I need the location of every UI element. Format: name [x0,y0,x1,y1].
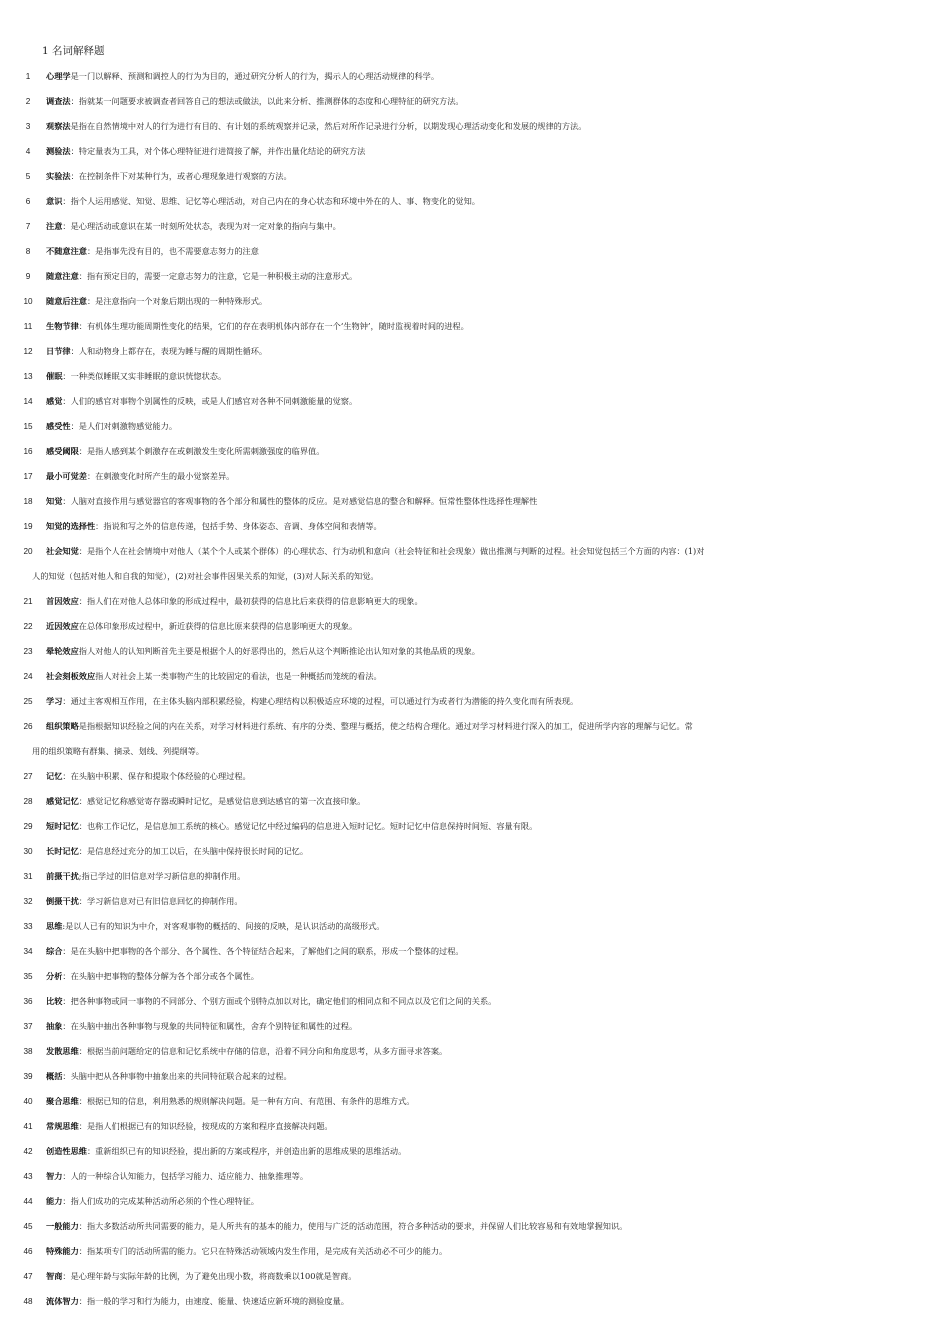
definition-line [0,89,950,114]
item-number: 46 [23,1247,33,1256]
item-number: 33 [23,922,33,931]
item-number: 37 [23,1022,33,1031]
item-number: 28 [23,797,33,806]
definition-line [0,464,950,489]
item-number: 3 [25,122,31,131]
term: 抽象 [46,1021,63,1031]
definition-item [0,939,950,964]
definition-text: ：是指事先没有目的，也不需要意志努力的注意 [86,246,259,256]
definition-line [0,1089,950,1114]
definition-line [0,764,950,789]
definition-line [0,214,950,239]
item-number: 14 [23,397,33,406]
item-number: 45 [23,1222,33,1231]
item-number: 29 [23,822,33,831]
definition-text: ：指一般的学习和行为能力，由速度、能量、快速适应新环境的测验度量。 [78,1296,349,1306]
definition-text: ：人和动物身上都存在，表现为睡与醒的周期性循环。 [70,346,268,356]
definition-item [0,114,950,139]
definition-line [0,439,950,464]
definition-line [0,1014,950,1039]
term: 知觉 [46,496,63,506]
definition-line [0,339,950,364]
definition-continuation: 人的知觉（包括对他人和自我的知觉），(2)对社会事件因果关系的知觉，(3)对人际关系的知觉。 [32,571,379,581]
definition-item [0,414,950,439]
definition-text: ：根据已知的信息，利用熟悉的规则解决问题。是一种有方向、有范围、有条件的思维方式。 [78,1096,415,1106]
definition-item [0,814,950,839]
definition-line [0,314,950,339]
definition-text: 在总体印象形成过程中，新近获得的信息比原来获得的信息影响更大的现象。 [78,621,358,631]
definition-item [0,489,950,514]
definition-item [0,139,950,164]
item-number: 7 [25,222,31,231]
definition-text: ：感觉记忆称感觉寄存器或瞬时记忆，是感觉信息到达感官的第一次直接印象。 [78,796,366,806]
definition-text: ：根据当前问题给定的信息和记忆系统中存储的信息，沿着不同分向和角度思考，从多方面寻求答案。 [78,1046,448,1056]
definition-line [0,789,950,814]
term: 分析 [46,971,63,981]
definition-text: ：指说和写之外的信息传递，包括手势、身体姿态、音调、身体空间和表情等。 [95,521,382,531]
definition-item [0,589,950,614]
item-number: 39 [23,1072,33,1081]
term: 观察法 [46,121,71,131]
definition-line [0,414,950,439]
item-number: 44 [23,1197,33,1206]
definition-item [0,214,950,239]
item-number: 12 [23,347,33,356]
definition-item [0,1039,950,1064]
definition-text: ：通过主客观相互作用，在主体头脑内部积累经验，构建心理结构以积极适应环境的过程，可以通过行为或者行为潜能的持久变化而有所表现。 [62,696,579,706]
definition-text: ：指某项专门的活动所需的能力。它只在特殊活动领域内发生作用，是完成有关活动必不可少的能力。 [78,1246,448,1256]
item-number: 23 [23,647,33,656]
term: 感受阈限 [46,446,79,456]
item-number: 8 [25,247,31,256]
definition-line [0,139,950,164]
item-number: 24 [23,672,33,681]
term: 比较 [46,996,63,1006]
definition-text: ：是指人感到某个刺激存在或刺激发生变化所需刺激强度的临界值。 [78,446,325,456]
term: 创造性思维 [46,1146,87,1156]
item-number: 22 [23,622,33,631]
definition-text: ;指已学过的旧信息对学习新信息的抑制作用。 [78,871,246,881]
definition-text: ：把各种事物或同一事物的不同部分、个别方面或个别特点加以对比，确定他们的相同点和不同点以及它们之间的关系。 [62,996,497,1006]
item-number: 47 [23,1272,33,1281]
term: 长时记忆 [46,846,79,856]
definition-continuation: 用的组织策略有群集、摘录、划线、列提纲等。 [32,746,204,756]
item-number: 43 [23,1172,33,1181]
term: 社会知觉 [46,546,79,556]
item-number: 32 [23,897,33,906]
term: 智力 [46,1171,63,1181]
definition-item [0,689,950,714]
definition-line [0,389,950,414]
definition-line [0,1264,950,1289]
item-number: 30 [23,847,33,856]
definition-line [0,1064,950,1089]
item-number: 27 [23,772,33,781]
term: 实验法 [46,171,71,181]
definition-text: ：人们的感官对事物个别属性的反映，或是人们感官对各种不同刺激能量的觉察。 [62,396,358,406]
definition-text: ：指大多数活动所共同需要的能力，是人所共有的基本的能力，使用与广泛的活动范围，符合多种活动的要求，并保留人们比较容易和有效地掌握知识。 [78,1221,628,1231]
definition-text: ：在头脑中积累、保存和提取个体经验的心理过程。 [62,771,251,781]
term: 短时记忆 [46,821,79,831]
definition-text: ：是信息经过充分的加工以后，在头脑中保持很长时间的记忆。 [78,846,309,856]
definition-item [0,89,950,114]
term: 综合 [46,946,63,956]
definition-text: ：人脑对直接作用与感觉器官的客观事物的各个部分和属性的整体的反应。是对感觉信息的整合和解释。恒常性整体性选择性理解性 [62,496,538,506]
definition-line [0,964,950,989]
definition-item [0,1089,950,1114]
definition-line [0,164,950,189]
definition-line [0,64,950,89]
item-number: 34 [23,947,33,956]
term: 注意 [46,221,63,231]
item-number: 2 [25,97,31,106]
definition-item [0,1239,950,1264]
item-number: 31 [23,872,33,881]
term: 最小可觉差 [46,471,87,481]
definition-text: ：学习新信息对已有旧信息回忆的抑制作用。 [78,896,243,906]
item-number: 5 [25,172,31,181]
definition-item [0,64,950,89]
definition-item [0,1014,950,1039]
definition-text: ：是注意指向一个对象后期出现的一种特殊形式。 [86,296,268,306]
term: 知觉的选择性 [46,521,96,531]
definition-line [0,239,950,264]
definition-text: ：人的一种综合认知能力，包括学习能力、适应能力、抽象推理等。 [62,1171,309,1181]
definition-line [0,914,950,939]
item-number: 4 [25,147,31,156]
definition-text: ：在刺激变化时所产生的最小觉察差异。 [86,471,235,481]
definition-text: ：是指个人在社会情境中对他人（某个个人或某个群体）的心理状态、行为动机和意向（社会特征和社会现象）做出推测与判断的过程。社会知觉包括三个方面的内容：(1)对 [78,546,705,556]
definition-line [0,864,950,889]
definition-line [0,114,950,139]
definition-line [0,814,950,839]
definition-text: ：是人们对刺激物感觉能力。 [70,421,178,431]
term: 流体智力 [46,1296,79,1306]
definition-line [0,589,950,614]
definition-item [0,539,950,589]
term: 日节律 [46,346,71,356]
item-number: 13 [23,372,33,381]
definition-item [0,1214,950,1239]
definition-list [0,64,950,1314]
definition-line [0,364,950,389]
item-number: 20 [23,547,33,556]
definition-item [0,989,950,1014]
definition-item [0,464,950,489]
definition-line [0,1214,950,1239]
term: 组织策略 [46,721,79,731]
term: 社会刻板效应 [46,671,96,681]
definition-text: ：在控制条件下对某种行为，或者心理现象进行观察的方法。 [70,171,292,181]
definition-item [0,289,950,314]
definition-item [0,439,950,464]
definition-line [0,889,950,914]
item-number: 1 [25,72,31,81]
definition-line [0,1289,950,1314]
definition-item [0,789,950,814]
term: 智商 [46,1271,63,1281]
item-number: 36 [23,997,33,1006]
definition-item [0,389,950,414]
term: 聚合思维 [46,1096,79,1106]
definition-item [0,614,950,639]
definition-line [0,664,950,689]
item-number: 42 [23,1147,33,1156]
term: 测验法 [46,146,71,156]
term: 特殊能力 [46,1246,79,1256]
term: 晕轮效应 [46,646,79,656]
definition-line [0,1039,950,1064]
definition-item [0,839,950,864]
definition-item [0,1289,950,1314]
term: 催眠 [46,371,63,381]
term: 概括 [46,1071,63,1081]
definition-item [0,964,950,989]
definition-text: ：在头脑中把事物的整体分解为各个部分或各个属性。 [62,971,259,981]
definition-item [0,164,950,189]
term: 随意后注意 [46,296,87,306]
definition-item [0,914,950,939]
definition-item [0,1064,950,1089]
definition-item [0,364,950,389]
definition-item [0,1189,950,1214]
definition-text: ：是心理活动或意识在某一时刻所处状态，表现为对一定对象的指向与集中。 [62,221,341,231]
term: 近因效应 [46,621,79,631]
definition-text: ：是指人们根据已有的知识经验，按现成的方案和程序直接解决问题。 [78,1121,333,1131]
term: 意识 [46,196,63,206]
term: 不随意注意 [46,246,87,256]
item-number: 26 [23,722,33,731]
term: 思维 [46,921,63,931]
item-number: 25 [23,697,33,706]
item-number: 10 [23,297,33,306]
definition-line [0,989,950,1014]
definition-line [0,1189,950,1214]
definition-line [0,689,950,714]
definition-text: ：在头脑中抽出各种事物与现象的共同特征和属性，舍弃个别特征和属性的过程。 [62,1021,358,1031]
term: 感受性 [46,421,71,431]
definition-line [0,714,950,739]
definition-line [0,514,950,539]
item-number: 35 [23,972,33,981]
term: 一般能力 [46,1221,79,1231]
definition-line [0,1114,950,1139]
term: 发散思维 [46,1046,79,1056]
definition-item [0,239,950,264]
term: 首因效应 [46,596,79,606]
term: 学习 [46,696,63,706]
definition-text: :是以人已有的知识为中介，对客观事物的概括的、间接的反映，是认识活动的高级形式。 [62,921,385,931]
definition-text: ：也称工作记忆，是信息加工系统的核心。感觉记忆中经过编码的信息进入短时记忆。短时记忆中信息保持时间短、容量有限。 [78,821,538,831]
definition-item [0,189,950,214]
term: 调查法 [46,96,71,106]
definition-item [0,514,950,539]
item-number: 6 [25,197,31,206]
definition-text: 是指在自然情境中对人的行为进行有目的、有计划的系统观察并记录，然后对所作记录进行分析，以期发现心理活动变化和发展的规律的方法。 [70,121,587,131]
item-number: 9 [25,272,31,281]
definition-line [0,614,950,639]
item-number: 41 [23,1122,33,1131]
term: 感觉 [46,396,63,406]
definition-line [0,639,950,664]
item-number: 19 [23,522,33,531]
definition-item [0,639,950,664]
definition-text: ：头脑中把从各种事物中抽象出来的共同特征联合起来的过程。 [62,1071,292,1081]
definition-line [0,189,950,214]
definition-item [0,1114,950,1139]
definition-item [0,314,950,339]
item-number: 38 [23,1047,33,1056]
definition-item [0,1139,950,1164]
item-number: 48 [23,1297,33,1306]
definition-text: ：指个人运用感觉、知觉、思维、记忆等心理活动，对自己内在的身心状态和环境中外在的人、事、物变化的觉知。 [62,196,480,206]
definition-line [0,489,950,514]
definition-item [0,264,950,289]
definition-text: ：指有预定目的，需要一定意志努力的注意，它是一种积极主动的注意形式。 [78,271,358,281]
item-number: 11 [23,322,33,331]
definition-item [0,339,950,364]
definition-text: 是一门以解释、预测和调控人的行为为目的，通过研究分析人的行为，揭示人的心理活动规律的科学。 [70,71,440,81]
definition-item [0,764,950,789]
term: 记忆 [46,771,63,781]
definition-line [0,939,950,964]
definition-item [0,864,950,889]
definition-line [0,1164,950,1189]
page-title: 1 名词解释题 [42,45,105,57]
definition-line [0,839,950,864]
definition-line [0,1139,950,1164]
term: 前摄干扰 [46,871,79,881]
term: 能力 [46,1196,63,1206]
definition-text: 是指根据知识经验之间的内在关系，对学习材料进行系统、有序的分类、整理与概括，使之结构合理化。通过对学习材料进行深入的加工，促进所学内容的理解与记忆。常 [78,721,693,731]
definition-text: ：是在头脑中把事物的各个部分、各个属性、各个特征结合起来，了解他们之间的联系，形成一个整体的过程。 [62,946,464,956]
definition-text: ：指就某一问题要求被调查者回答自己的想法或做法，以此来分析、推测群体的态度和心理特征的研究方法。 [70,96,464,106]
definition-text: ：有机体生理功能周期性变化的结果，它们的存在表明机体内部存在一个‘生物钟’，随时监视着时间的进程。 [78,321,469,331]
item-number: 16 [23,447,33,456]
term: 感觉记忆 [46,796,79,806]
definition-line [0,289,950,314]
definition-line [0,539,950,564]
item-number: 18 [23,497,33,506]
definition-text: ：重新组织已有的知识经验，提出新的方案或程序，并创造出新的思维成果的思维活动。 [86,1146,407,1156]
term: 随意注意 [46,271,79,281]
item-number: 40 [23,1097,33,1106]
term: 倒摄干扰 [46,896,79,906]
term: 心理学 [46,71,71,81]
definition-item [0,889,950,914]
definition-item [0,664,950,689]
definition-text: ：特定量表为工具，对个体心理特征进行进简接了解，并作出量化结论的研究方法 [70,146,366,156]
definition-item [0,1164,950,1189]
definition-text: ：一种类似睡眠又实非睡眠的意识恍惚状态。 [62,371,227,381]
item-number: 15 [23,422,33,431]
definition-text: 指人对他人的认知判断首先主要是根据个人的好恶得出的，然后从这个判断推论出认知对象的其他品质的现象。 [78,646,480,656]
definition-line [0,1239,950,1264]
definition-text: ：是心理年龄与实际年龄的比例，为了避免出现小数，将商数乘以100就是智商。 [62,1271,357,1281]
definition-text: ：指人们在对他人总体印象的形成过程中，最初获得的信息比后来获得的信息影响更大的现象。 [78,596,423,606]
item-number: 17 [23,472,33,481]
definition-text: ：指人们成功的完成某种活动所必须的个性心理特征。 [62,1196,259,1206]
item-number: 21 [23,597,33,606]
definition-line [0,264,950,289]
definition-text: 指人对社会上某一类事物产生的比较固定的看法，也是一种概括而笼统的看法。 [95,671,382,681]
definition-item [0,714,950,764]
term: 常规思维 [46,1121,79,1131]
term: 生物节律 [46,321,79,331]
definition-item [0,1264,950,1289]
